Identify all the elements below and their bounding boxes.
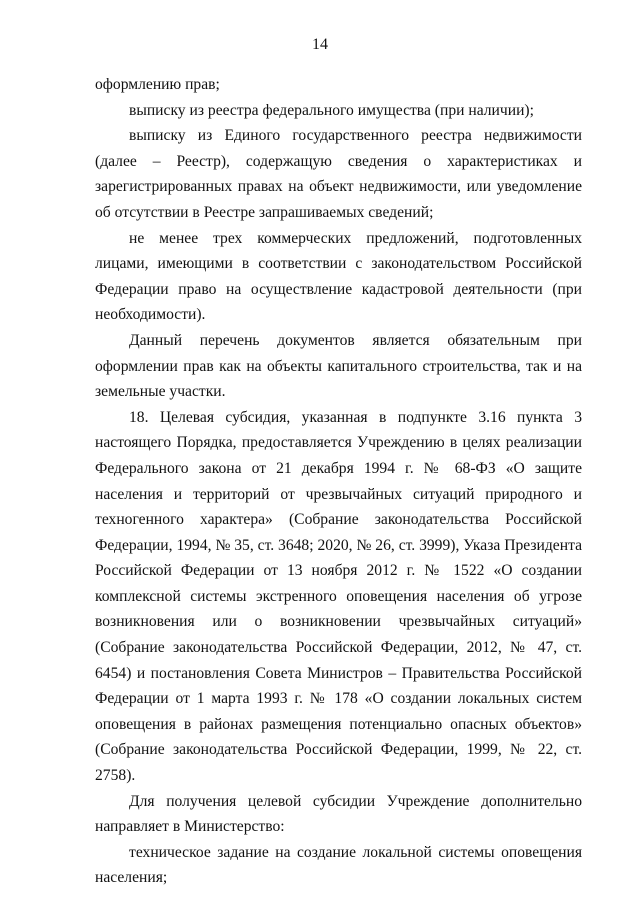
paragraph-subsidy-documents: Для получения целевой субсидии Учреждение дополнительно направляет в Министерство: bbox=[95, 792, 582, 836]
page-number: 14 bbox=[312, 36, 328, 53]
paragraph-continuation: оформлению прав; bbox=[95, 76, 220, 93]
paragraph-documents-list-note: Данный перечень документов является обязательным при оформлении прав как на объекты капитального строительства, так и на земельные участки. bbox=[95, 331, 582, 401]
paragraph-technical-task: техническое задание на создание локальной системы оповещения населения; bbox=[95, 843, 582, 887]
document-body bbox=[95, 72, 582, 891]
paragraph-item-18: 18. Целевая субсидия, указанная в подпункте 3.16 пункта 3 настоящего Порядка, предоставляется Учреждению в целях реализации Федерального закона от 21 декабря 1994 г. № 68-ФЗ «О защите населения и территорий от чрезвычайных ситуаций природного и техногенного характера» (Собрание законодательства Российской Федерации, 1994, № 35, ст. 3648; 2020, № 26, ст. 3999), Указа Президента Российской Федерации от 13 ноября 2012 г. № 1522 «О создании комплексной системы экстренного оповещения населения об угрозе возникновения или о возникновении чрезвычайных ситуаций» (Собрание законодательства Российской Федерации, 2012, № 47, ст. 6454) и постановления Совета Министров – Правительства Российской Федерации от 1 марта 1993 г. № 178 «О создании локальных систем оповещения в районах размещения потенциально опасных объектов» (Собрание законодательства Российской Федерации, 1999, № 22, ст. 2758). bbox=[95, 408, 582, 785]
paragraph-commercial-offers: не менее трех коммерческих предложений, подготовленных лицами, имеющими в соответствии с законодательством Российской Федерации право на осуществление кадастровой деятельности (при необходимости). bbox=[95, 229, 582, 324]
paragraph-registry-extract: выписку из Единого государственного реестра недвижимости (далее – Реестр), содержащую сведения о характеристиках и зарегистрированных правах на объект недвижимости, или уведомление об отсутствии в Реестре запрашиваемых сведений; bbox=[95, 127, 582, 221]
paragraph-federal-property-extract: выписку из реестра федерального имущества (при наличии); bbox=[129, 101, 534, 119]
